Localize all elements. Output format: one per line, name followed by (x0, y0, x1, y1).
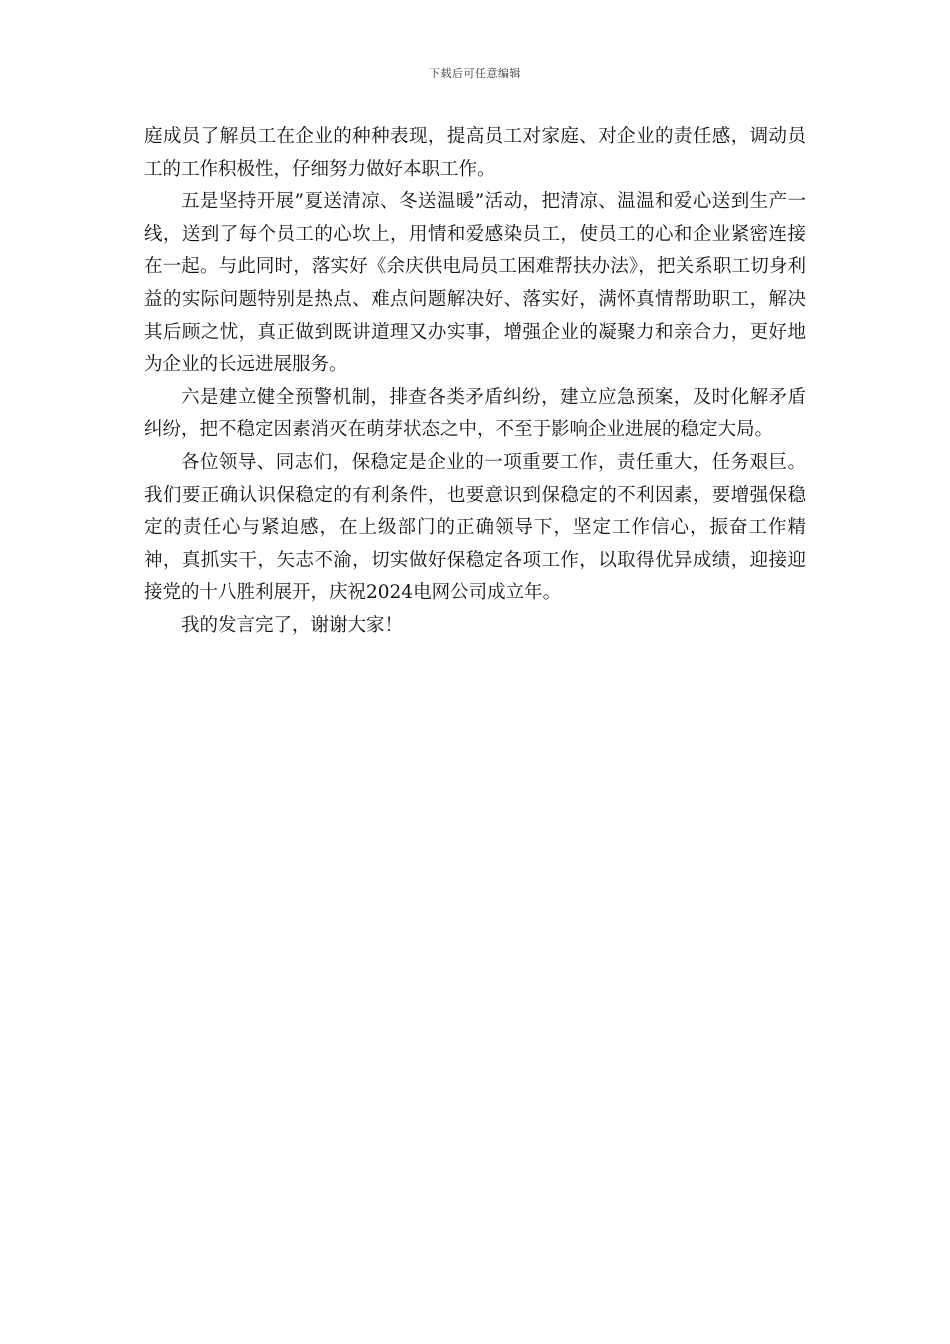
paragraph-six: 六是建立健全预警机制，排查各类矛盾纠纷，建立应急预案，及时化解矛盾纠纷，把不稳定因素消灭在萌芽状态之中，不至于影响企业进展的稳定大局。 (144, 386, 806, 441)
paragraph-thanks: 我的发言完了，谢谢大家！ (181, 614, 404, 636)
paragraph-five: 五是坚持开展”夏送清凉、冬送温暖”活动，把清凉、温温和爱心送到生产一线，送到了每个员工的心坎上，用情和爱感染员工，使员工的心和企业紧密连接在一起。与此同时，落实好《余庆供电局员工困难帮扶办法》，把关系职工切身利益的实际问题特别是热点、难点问题解决好、落实好，满怀真情帮助职工，解决其后顾之忧，真正做到既讲道理又办实事，增强企业的凝聚力和亲合力，更好地为企业的长远进展服务。 (144, 191, 806, 376)
paragraph-continuation: 庭成员了解员工在企业的种种表现，提高员工对家庭、对企业的责任感，调动员工的工作积极性，仔细努力做好本职工作。 (144, 126, 806, 180)
paragraph-closing-remarks: 各位领导、同志们，保稳定是企业的一项重要工作，责任重大，任务艰巨。我们要正确认识保稳定的有利条件，也要意识到保稳定的不利因素，要增强保稳定的责任心与紧迫感，在上级部门的正确领导下，坚定工作信心，振奋工作精神，真抓实干，矢志不渝，切实做好保稳定各项工作，以取得优异成绩，迎接迎接党的十八胜利展开，庆祝2024电网公司成立年。 (144, 451, 806, 604)
page-header: 下载后可任意编辑 (429, 67, 521, 80)
document-body (144, 121, 806, 643)
